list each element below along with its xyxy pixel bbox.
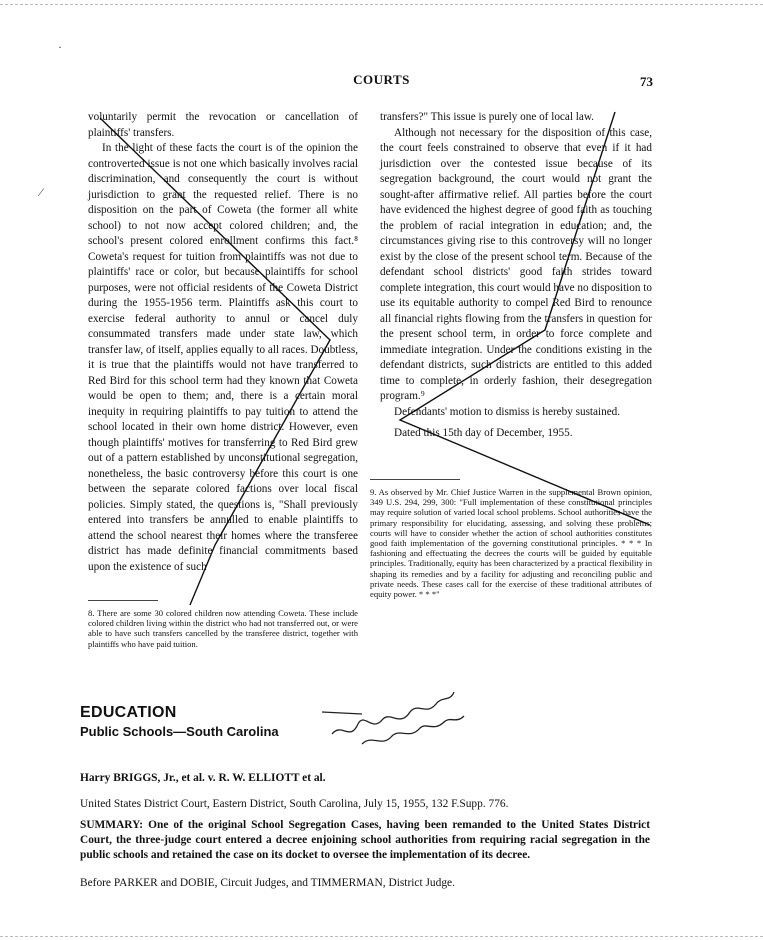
footnote-rule-right	[370, 479, 460, 480]
section-subheading: Public Schools—South Carolina	[80, 724, 279, 739]
summary-paragraph	[80, 818, 650, 863]
case-title: Harry BRIGGS, Jr., et al. v. R. W. ELLIOTT et al.	[80, 772, 326, 784]
footnote-rule-left	[88, 600, 158, 601]
page-header	[0, 72, 763, 92]
stray-mark: ·	[58, 40, 62, 54]
handwritten-annotation	[322, 682, 472, 752]
section-heading: EDUCATION	[80, 704, 177, 721]
before-judges-line: Before PARKER and DOBIE, Circuit Judges, and TIMMERMAN, District Judge.	[80, 877, 455, 889]
right-paragraph-3: Defendants' motion to dismiss is hereby sustained.	[394, 405, 621, 418]
dated-line: Dated this 15th day of December, 1955.	[394, 427, 573, 439]
court-citation: United States District Court, Eastern District, South Carolina, July 15, 1955, 132 F.Supp. 776.	[80, 798, 509, 810]
top-dashed-border	[0, 4, 763, 5]
left-paragraph-2: In the light of these facts the court is of the opinion the controverted issue is not one which basically involves racial discrimination, and consequently the court is without jurisdiction to grant the requested relief. There is no disposition on the part of Coweta (the former all white school) to not now accept colored children; and, the school's present colored enrollment confirms this fact.⁸ Coweta's request for tuition from plaintiffs was not due to plaintiffs' race or color, but because plaintiffs for school purposes, were not official residents of the Coweta District during the 1955-1956 term. Plaintiffs ask this court to exercise federal authority to annul or cancel duly consummated transfers made under state law, which transfer law, of itself, applies equally to all races. Doubtless, it is true that the plaintiffs would not have transferred to Red Bird for this school term had they known that Coweta would be open to them; and, there is a certain moral inequity in requiring plaintiffs to pay tuition to attend the school located in their own home district. However, even though plaintiffs' motives for transferring to Red Bird grew out of a pattern established by unconstitutional segregation, nonetheless, the basic controversy before this court is one between the separate colored factions over local fiscal policies. Simply stated, the questions is, "Shall previously entered into transfers be annulled to enable plaintiffs to attend the school nearest their homes where the transferee district has made definite financial commitments based upon the existence of such	[88, 142, 358, 573]
bottom-dashed-border	[0, 936, 763, 937]
margin-tick: ⁄	[40, 185, 43, 199]
footnote-9: 9. As observed by Mr. Chief Justice Warren in the supplemental Brown opinion, 349 U.S. 294, 299, 300: "Full implementation of these constitutional principles may require solution of varied local school problems. School authorities have the primary responsibility for elucidating, assessing, and solving these problems; courts will have to consider whether the action of school authorities constitutes good faith implementation of the governing constitutional principles. * * * In fashioning and effectuating the decrees the courts will be guided by equitable principles. Traditionally, equity has been characterized by a practical flexibility in shaping its remedies and by a facility for adjusting and reconciling public and private needs. These cases call for the exercise of these traditional attributes of equity power. * * *"	[370, 487, 652, 600]
running-head: COURTS	[353, 72, 410, 87]
right-paragraph-2: Although not necessary for the disposition of this case, the court feels constrained to observe that even if it had jurisdiction over the contested issue because of its segregation background, the court would not grant the sought-after affirmative relief. All parties before the court have evidenced the highest degree of good faith as touching the problem of racial integration in education; and, the circumstances giving rise to this controversy will no longer exist by the close of the present school term. Because of the defendant school districts' good faith strides toward complete integration, this court would have no disposition to use its equitable authority to compel Red Bird to renounce all financial rights flowing from the transfers in question for the present school term, in order to force complete and immediate integration. Under the conditions existing in the defendant districts, such districts are entitled to this added time to complete, in orderly fashion, their desegregation program.⁹	[380, 126, 652, 402]
summary-text: One of the original School Segregation Cases, having been remanded to the United States District Court, the three-judge court entered a decree enjoining school authorities from requiring racial segregation in the public schools and retained the case on its docket to oversee the implementation of its decree.	[80, 819, 650, 861]
page-number: 73	[640, 74, 653, 89]
right-paragraph-1: transfers?" This issue is purely one of local law.	[380, 111, 594, 123]
summary-label: SUMMARY:	[80, 819, 144, 831]
left-paragraph-1: voluntarily permit the revocation or cancellation of plaintiffs' transfers.	[88, 111, 358, 139]
left-column	[88, 110, 358, 575]
footnote-8: 8. There are some 30 colored children now attending Coweta. These include colored children living within the district who had not transferred out, or were able to have such transfers cancelled by the transferee district, together with plaintiffs who have paid tuition.	[88, 608, 358, 649]
section-heading-block	[80, 704, 279, 739]
right-column	[380, 110, 652, 442]
